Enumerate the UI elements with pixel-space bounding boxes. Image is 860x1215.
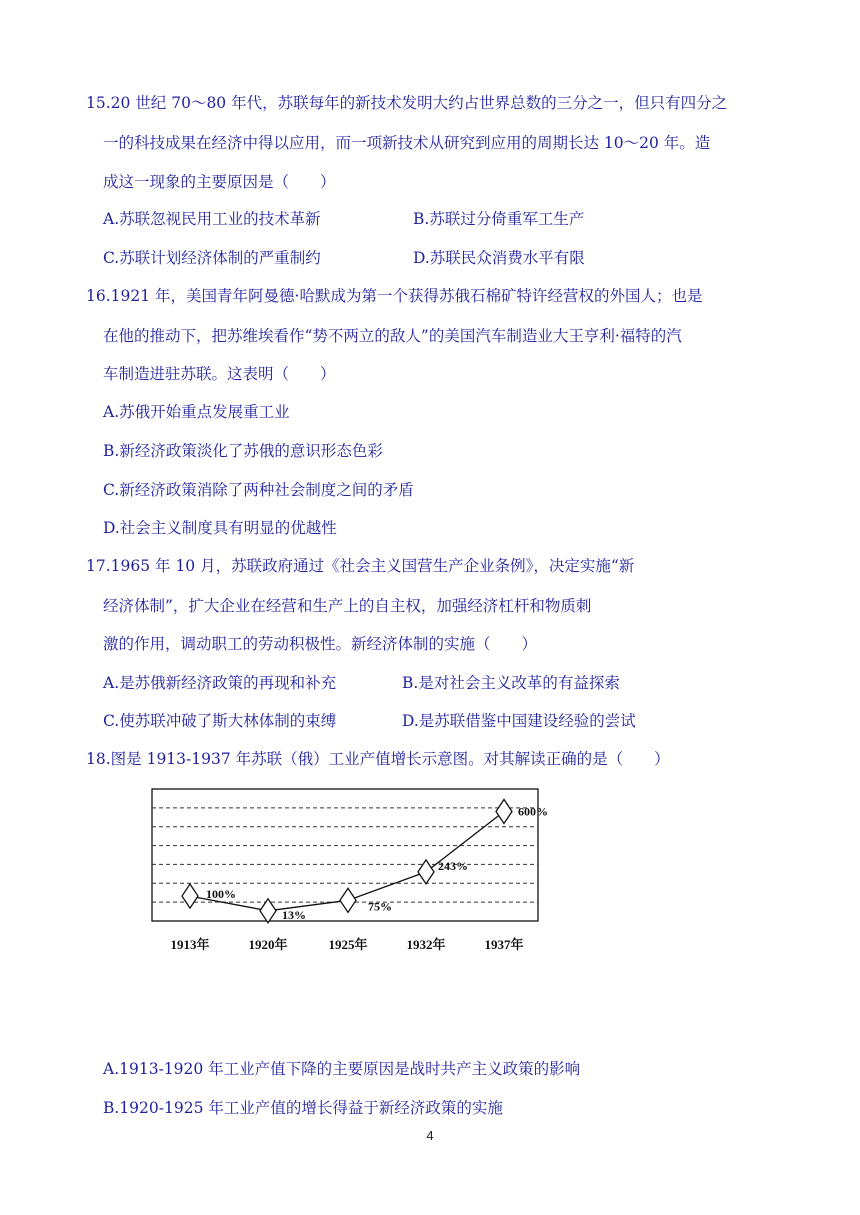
q16-option-c: C.新经济政策消除了两种社会制度之间的矛盾 xyxy=(103,481,414,499)
data-point-marker xyxy=(496,799,512,823)
q17-option-d: D.是苏联借鉴中国建设经验的尝试 xyxy=(402,712,636,730)
q17-option-b: B.是对社会主义改革的有益探索 xyxy=(402,674,620,692)
q16-option-a: A.苏俄开始重点发展重工业 xyxy=(103,403,290,421)
data-label: 100% xyxy=(206,887,236,902)
q15-stem-line2: 一的科技成果在经济中得以应用，而一项新技术从研究到应用的周期长达 10～20 年。造 xyxy=(103,134,711,152)
x-tick-label: 1920年 xyxy=(248,937,288,952)
q16-stem-line3: 车制造进驻苏联。这表明（ ） xyxy=(103,365,336,383)
page-number: 4 xyxy=(426,1128,434,1143)
q15-option-a: A.苏联忽视民用工业的技术革新 xyxy=(103,210,321,228)
industrial-output-chart xyxy=(150,785,548,960)
q16-option-b: B.新经济政策淡化了苏俄的意识形态色彩 xyxy=(103,442,383,460)
data-point-marker xyxy=(182,884,198,908)
chart-marks xyxy=(170,799,548,952)
q18-option-b: B.1920-1925 年工业产值的增长得益于新经济政策的实施 xyxy=(103,1099,503,1117)
q16-stem-line2: 在他的推动下，把苏维埃看作“势不两立的敌人”的美国汽车制造业大王亨利·福特的汽 xyxy=(103,327,682,345)
q17-stem-line3: 激的作用，调动职工的劳动积极性。新经济体制的实施（ ） xyxy=(103,635,538,653)
data-label: 243% xyxy=(438,858,468,873)
q17-stem-line2: 经济体制”，扩大企业在经营和生产上的自主权，加强经济杠杆和物质刺 xyxy=(103,597,592,615)
data-point-marker xyxy=(340,888,356,912)
data-label: 75% xyxy=(368,899,392,914)
q18-option-a: A.1913-1920 年工业产值下降的主要原因是战时共产主义政策的影响 xyxy=(103,1060,581,1078)
data-point-marker xyxy=(418,860,434,884)
q16-stem-line1: 16.1921 年，美国青年阿曼德·哈默成为第一个获得苏俄石棉矿特许经营权的外国人；也是 xyxy=(86,287,703,305)
q17-stem-line1: 17.1965 年 10 月，苏联政府通过《社会主义国营生产企业条例》，决定实施“新 xyxy=(86,557,635,575)
q15-stem-line3: 成这一现象的主要原因是（ ） xyxy=(103,173,336,191)
q15-option-b: B.苏联过分倚重军工生产 xyxy=(413,210,585,228)
q17-option-a: A.是苏俄新经济政策的再现和补充 xyxy=(103,674,337,692)
q16-option-d: D.社会主义制度具有明显的优越性 xyxy=(103,519,337,537)
q15-option-d: D.苏联民众消费水平有限 xyxy=(413,249,585,267)
q18-stem-line1: 18.图是 1913-1937 年苏联（俄）工业产值增长示意图。对其解读正确的是（ ） xyxy=(86,750,670,768)
q15-option-c: C.苏联计划经济体制的严重制约 xyxy=(103,249,321,267)
data-label: 600% xyxy=(518,804,548,819)
q15-stem-line1: 15.20 世纪 70～80 年代，苏联每年的新技术发明大约占世界总数的三分之一，但只有四分之 xyxy=(86,94,728,112)
x-tick-label: 1913年 xyxy=(170,937,210,952)
data-label: 13% xyxy=(282,907,306,922)
x-tick-label: 1932年 xyxy=(406,937,446,952)
q17-option-c: C.使苏联冲破了斯大林体制的束缚 xyxy=(103,712,337,730)
x-tick-label: 1925年 xyxy=(328,937,368,952)
x-tick-label: 1937年 xyxy=(484,937,524,952)
